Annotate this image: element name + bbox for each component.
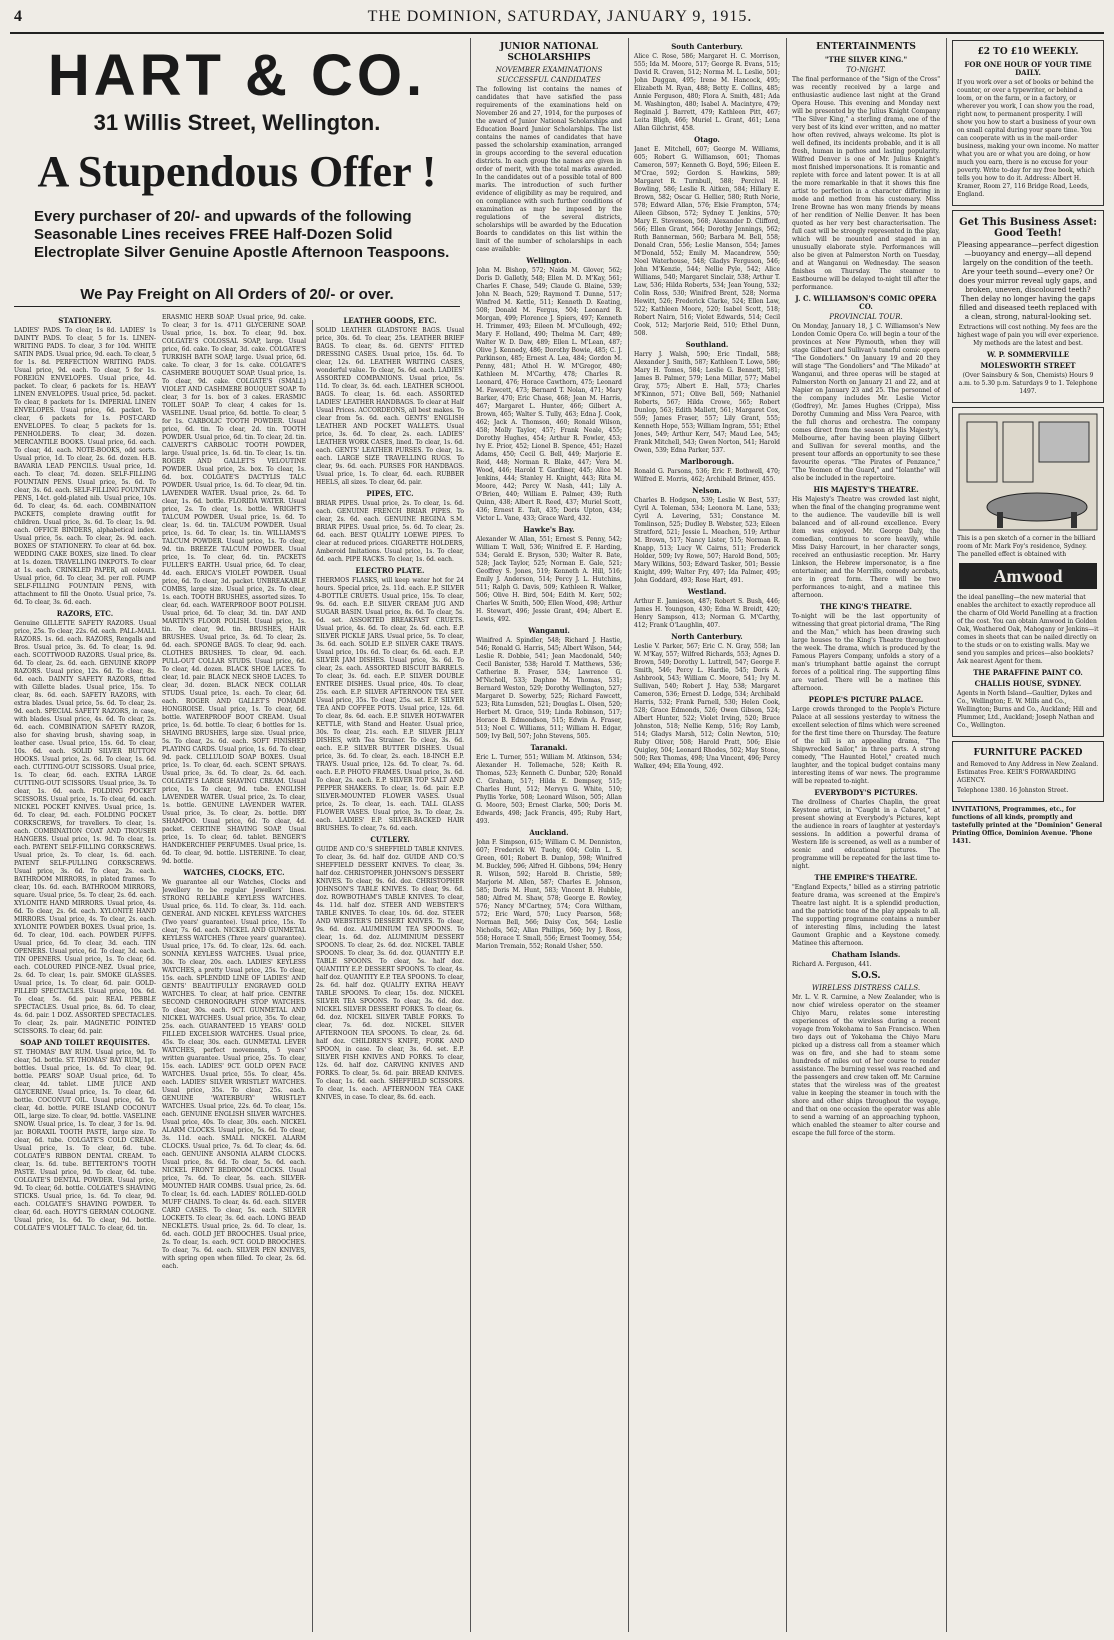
dentist-name: W. P. SOMMERVILLE xyxy=(986,350,1070,359)
entertainments-column xyxy=(792,40,940,1630)
furniture-ad-title: FURNITURE PACKED xyxy=(973,748,1083,758)
district-heading: Westland. xyxy=(687,587,727,596)
electro-list: THERMOS FLASKS, will keep water hot for 24 hours. Special price, 2s. 11d. each. E.P. SILVER 4-BOTTLE CRUETS. Usual price, 15s. To clear, 9s. 6d. each. E.P. SILVER CREAM JUG AND SUGAR BASIN. Usual price, 8s. 6d. To clear, 5s. 6d. set. ASSORTED BREAKFAST CRUETS. Usual price, 4s. 6d. To clear, 2s. 6d. each. E.P. SILVER PICKLE JARS. Usual price, 5s. To clear, 3s. 6d. each. SOLID E.P. SILVER CAKE TRAYS. Usual price, 10s. 6d. To clear, 6s. 6d. each. E.P. SILVER JAM DISHES. Usual price, 3s. 6d. To clear, 2s. each. ASSORTED BISCUIT BARRELS. To clear, 3s. 6d. each. E.P. SILVER DOUBLE ENTREE DISHES. Usual price, 40s. To clear, 25s. each. E.P. SILVER AFTERNOON TEA SET. Usual price, 35s. To clear, 25s. set. E.P. SILVER TEA AND COFFEE POTS. Usual price, 12s. 6d. To clear, 8s. 6d. each. E.P. SILVER HOT-WATER KETTLE, with Stand and Heater. Usual price, 30s. To clear, 21s. each. E.P. SILVER JELLY DISHES, with Tea Strainer. To clear, 3s. 6d. each. E.P. SILVER BUTTER DISHES. Usual price, 3s. 6d. To clear, 2s. each. 18-INCH E.P. TRAYS. Usual price, 12s. 6d. To clear, 7s. 6d. each. E.P. PHOTO FRAMES. Usual price, 3s. 6d. To clear, 2s. each. E.P. SILVER TOP SALT AND PEPPER SHAKERS. To clear, 1s. 6d. pair. E.P. SILVER-MOUNTED FLOWER VASES. Usual price, 2s. To clear, 1s. each. TALL GLASS FLOWER VASES. Usual price, 3s. To clear, 2s. each. LADIES' E.P. SILVER-BACKED HAIR BRUSHES. To clear, 7s. 6d. each. xyxy=(316,577,464,832)
district-list: Harry J. Walsh, 590; Eric Tindall, 588; Alexander J. Smith, 587; Kathleen T. Lowe, 586; Mary H. Tomes, 584; Leslie G. Bennett, 581; James B. Palmer, 579; Lena Millar, 577; Mabel Gray, 575; Albert E. Hall, 573; Charles M'Kinnon, 571; Olive Bell, 569; Nathaniel Roberts, 567; Hilda Crowe, 565; Robert Dunlop, 563; Edith Mallett, 561; Margaret Cox, 559; James Fraser, 557; Lily Grant, 555; Kenneth Hope, 553; William Ingram, 551; Ethel Jones, 549; Arthur Kerr, 547; Maud Lee, 545; Frank Mitchell, 543; Gwen Norton, 541; Harold Owen, 539; Edna Parker, 537. xyxy=(634,351,780,454)
district-list: Arthur E. Jamieson, 487; Robert S. Bush, 446; James H. Youngson, 430; Edna W. Breidt, 420; Henry Sampson, 413; Norman G. M'Carthy, 412; Frank O'Laughlin, 407. xyxy=(634,598,780,629)
article-body: On Monday, January 18, J. C. Williamson's New London Comic Opera Co. will begin a tour of the provinces at New Plymouth, when they will stage Gilbert and Sullivan's tuneful comic opera "The Gondoliers." On January 19 and 20 they will stage "The Gondoliers" and "The Mikado" at Wanganui, and three operas will be staged at Palmerston North on January 21 and 22, and at Napier on January 23 and 25. The personnel of the company includes Mr. Leslie Victor (Godfrey), Mr. James Hughes (Crippa), Miss Dorothy Cumming and Miss Vera Pearce, with the full chorus and orchestra. The company comes direct from the season at His Majesty's, Melbourne, after having been playing Gilbert and Sullivan for several months, and the present tour affords an opportunity to see these favourite operas. "The Pirates of Penzance," "The Yeomen of the Guard," and "Iolanthe" will also be included in the repertoire. xyxy=(792,323,940,482)
amwood-company-address: CHALLIS HOUSE, SYDNEY. xyxy=(974,679,1082,688)
dentist-ad xyxy=(952,210,1104,403)
hart-advertisement xyxy=(14,38,460,303)
cutlery-heading: CUTLERY. xyxy=(370,835,410,844)
furniture-ad-text: and Removed to Any Address in New Zealand. Estimates Free. KEIR'S FORWARDING AGENCY. xyxy=(957,761,1099,784)
pipes-list: BRIAR PIPES. Usual price, 2s. To clear, 1s. 6d. each. GENUINE FRENCH BRIAR PIPES. To clear, 2s. 6d. each. GENUINE REGINA S.M. BRIAR PIPES. Usual price, 5s. 6d. To clear, 2s. 6d. each. BEST QUALITY LOEWE PIPES. To clear at reduced prices. CIGARETTE HOLDERS, Amberoid Imitations. Usual price, 1s. To clear, 6d. each. PIPE RACKS. To clear, 1s. 6d. each. xyxy=(316,500,464,563)
district-list: Richard A. Ferguson, 441. xyxy=(792,961,872,968)
article-heading: PEOPLE'S PICTURE PALACE. xyxy=(808,695,924,704)
amwood-ad xyxy=(952,407,1104,737)
article-heading: "THE SILVER KING." xyxy=(824,55,908,64)
sos-body: Mr. L. V. R. Carmine, a New Zealander, who is now chief wireless operator on the steamer Chiyo Maru, relates some interesting experiences of the wireless during a recent voyage from Yokohama to San Francisco. When two days out of Yokohama the Chiyo Maru picked up a distress call from a steamer which was on fire, and she had to steam some hundreds of miles out of her course to render assistance. The burning vessel was reached and the passengers and crew taken off. Mr. Carmine states that the wireless was of the greatest value in keeping the steamer in touch with the shore and other ships throughout the voyage, and that on one occasion the operator was able to send a warning of an approaching typhoon, which enabled the steamer to alter course and escape the full force of the storm. xyxy=(792,994,940,1137)
hart-ad-headline: A Stupendous Offer ! xyxy=(37,147,437,196)
district-list: Ronald G. Parsons, 536; Eric F. Bothwell, 470; Wilfred E. Morris, 462; Archibald Brimer, 455. xyxy=(634,468,780,483)
district-heading: Hawke's Bay. xyxy=(523,525,575,534)
results-column xyxy=(634,40,780,1630)
district-heading: Wellington. xyxy=(526,256,572,265)
hart-ad-address: 31 Willis Street, Wellington. xyxy=(93,110,381,135)
sos-heading: S.O.S. xyxy=(851,971,881,981)
dentist-hours: (Over Sainsbury & Son, Chemists) Hours 9 a.m. to 5.30 p.m. Saturdays 9 to 1. Telephone 1497. xyxy=(958,372,1098,395)
dentist-ad-title: Get This Business Asset: Good Teeth! xyxy=(959,217,1097,239)
article-body: His Majesty's Theatre was crowded last night, when the final of the changing programme went to the audience. The vaudeville bill is well balanced and of all-round excellence. Every item was enjoyed. Mr. George Daly, the comedian, continues to score heavily, while Miss Daisy Harcourt, in her character songs, received an enthusiastic reception. Mr. Harry Linkson, the Hebrew impersonator, is a fine entertainer, and the Merrills, comedy acrobats, are in great form. There will be two performances to-night, and a matinee this afternoon. xyxy=(792,496,940,599)
invitations-ad: INVITATIONS, Programmes, etc., for functions of all kinds, promptly and tastefully printed at the "Dominion" General Printing Office, Dominion Avenue. 'Phone 1431. xyxy=(952,806,1102,845)
electro-heading: ELECTRO PLATE. xyxy=(355,566,425,575)
leather-heading: LEATHER GOODS, ETC. xyxy=(343,316,437,325)
loan-ad-title: £2 TO £10 WEEKLY. xyxy=(977,47,1079,57)
district-list: Eric L. Turner, 551; William M. Atkinson, 534; Alexander H. Tollemache, 528; Keith R. Thomas, 523; Kenneth C. Dunbar, 520; Ronald C. Graham, 517; Hilda E. Dempsey, 515; Charles Hunt, 512; Mervyn G. White, 510; Phyllis Yorke, 508; Leonard Wilson, 505; Allan G. Moore, 503; Ernest Clarke, 500; Doris M. Edwards, 498; Jack Francis, 495; Ruby Hart, 493. xyxy=(476,754,622,825)
sos-subheading: WIRELESS DISTRESS CALLS. xyxy=(811,984,921,992)
razors-heading: RAZORS, ETC. xyxy=(56,609,114,618)
ad-rule xyxy=(14,306,460,307)
article-body: The final performance of the "Sign of the Cross" was recently received by a large and enthusiastic audience last night at the Grand Opera House. This evening and Monday next will be presented by the Julius Knight Company "The Silver King," a sterling drama, one of the very best of its kind ever written, and no matter how often revived, always welcome. Its plot is well defined, its incidents probable, and it is all fresh, human in pathos and lasting popularity. Wilfred Denver is one of Mr. Julius Knight's most finished impersonations. It is romantic and replete with force and latent power. It is at all the more remarkable in that it shows this fine artist to perfection in a character differing in mode and method from his customary. Miss Irene Browne has won many friends by means of her rendition of Nellie Denver. It has been quoted as her very best characterisation. The full cast will be strongly represented in the play, which will be mounted and staged in an unusually elaborate style. Performances will also be given at Palmerston North on Tuesday, and at Wanganui on Wednesday. The season finishes on Thursday. The steamer to Eastbourne will be delayed to-night till after the performance. xyxy=(792,76,940,291)
scholarships-column xyxy=(476,40,622,1630)
svg-text:Amwood: Amwood xyxy=(993,566,1063,586)
amwood-company: THE PARAFFINE PAINT CO. xyxy=(973,668,1083,677)
watches-heading: WATCHES, CLOCKS, ETC. xyxy=(183,868,285,877)
district-heading: South Canterbury. xyxy=(671,42,743,51)
razors-list: Genuine GILLETTE SAFETY RAZORS. Usual price, 25s. To clear, 22s. 6d. each. PALL-MALL RAZORS. 1s. 6d. each. RAZORS, Rengalls and Bros. Usual price, 3s. 6d. To clear, 1s. 9d. each. SCOTTWOOD RAZORS. Usual price, 8s. 6d. To clear, 2s. 6d. each. GENUINE KROPP RAZORS. Usual price, 12s. 6d. To clear, 8s. 6d. each. DAINTY SAFETY RAZORS, fitted with Gillette blades. Usual price, 15s. To clear, 8s. 6d. each. SAFETY RAZORS, with extra blades. Usual price, 5s. 6d. To clear, 2s. 9d. each. SPECIAL SAFETY RAZORS, in case, with blades. Usual price, 4s. 6d. To clear, 2s. 6d. each. COMBINATION SAFETY RAZOR, also for shaving brush, shaving soap, in leather case. Usual price, 15s. 6d. To clear, 10s. 6d. each. SOLID SILVER BUTTON HOOKS. Usual price, 2s. 6d. To clear, 1s. 6d. each. CUTTING-OUT SCISSORS. Usual price, 1s. To clear, 6d. each. EXTRA LARGE CUTTING-OUT SCISSORS. Usual price, 3s. To clear, 1s. 6d. each. FOLDING POCKET SCISSORS. Usual price, 1s. To clear, 6d. each. NICKEL POCKET KNIVES. Usual price, 1s. 6d. To clear, 9d. each. FOLDING POCKET CORKSCREWS, for travellers. To clear, 1s. each. COMBINATION COAT AND TROUSER HANGERS. Usual price, 1s. 9d. To clear, 1s. each. PATENT SELF-FILLING CORKSCREWS. Usual price, 2s. To clear, 1s. 6d. each. PATENT SELF-PULLING CORKSCREWS. Usual price, 3s. 6d. To clear, 2s. each. BATHROOM MIRRORS, in plated frames. To clear, 10s. 6d. each. BATHROOM MIRRORS, square. Usual price, 5s. To clear, 2s. 6d. each. XYLONITE HAND MIRRORS. Usual price, 4s. 6d. To clear, 2s. 6d. each. XYLONITE HAND MIRRORS. Usual price, 4s. To clear, 2s. each. XYLONITE POWDER BOXES. Usual price, 1s. 6d. To clear, 10d. each. POWDER PUFFS. Usual price, 6d. To clear, 3d. each. TIN OPENERS. Usual price, 6d. To clear, 3d. each. TIN OPENERS. Usual price, 1s. To clear, 6d. each. COLOURED PINCE-NEZ. Usual price, 2s. 6d. To clear, 1s. pair. SMOKE GLASSES. Usual price, 1s. To clear, 6d. pair. GOLD-FILLED SPECTACLES. Usual price, 10s. 6d. To clear, 5s. 6d. pair. REAL PEBBLE SPECTACLES. Usual price, 8s. 6d. To clear, 4s. 6d. pair. 1 DOZ. ASSORTED SPECTACLES. To clear, 2s. pair. MAGNETIC POINTED SCISSORS. To clear, 6d. pair. xyxy=(14,620,156,1035)
district-heading: North Canterbury. xyxy=(671,632,743,641)
loan-ad-text: If you work over a set of books or behind the counter, or over a typewriter, or behind a loom, or on the farm, or in a factory, or wherever you work, I can show you the road, right now, to permanent prosperity. I will show you how to start a business of your own on small capital during your spare time. You can cooperate with us in the mail-order business, making your own income. No matter what you are or what you are doing, or how much you earn, there is no excuse for your poverty. Write to-day for my free book, which tells you how to do it. Address: Albert H. Kramer, Room 27, 116 Bridge Road, Leeds, England. xyxy=(957,79,1099,198)
scholarships-intro: The following list contains the names of candidates that have satisfied the pass requirements of the examinations held on November 26 and 27, 1914, for the purposes of the award of Junior National Scholarships and Education Board Junior Scholarships. The list contains the names of candidates that have passed the scholarship examination, arranged in groups according to the several education districts. In each group the names are given in order of merit, with the total marks awarded. In the candidates out of a possible total of 800 marks. The introduction of such further evidence of eligibility as may be required, and on compliance with such further conditions of examination as may be imposed by the regulations of the several districts, scholarships will be awarded by the Education Boards to candidates on this list within the limit of the number of scholarships in each case available: xyxy=(476,86,622,253)
masthead-rule xyxy=(10,32,1104,34)
stationery-heading: STATIONERY. xyxy=(58,316,112,325)
column-divider xyxy=(628,38,629,1632)
district-list: Charles B. Hodgson, 539; Leslie W. Best, 537; Cyril A. Toleman, 534; Leonora M. Lane, 533; Cyril A. Levering, 531; Constance M. Tomlinson, 525; Dudley B. Webster, 523; Eileen Stratford, 521; Jessie L. Meachen, 519; Arthur M. Brown, 517; Nancy Lister, 515; Norman R. Knapp, 513; Lucy W. Cairns, 511; Frederick Holder, 509; Ivy Rowe, 507; Harold Bond, 505; Mary Wilkins, 503; Edward Tasker, 501; Bessie Knight, 499; Walter Fry, 497; Ida Palmer, 495; John Goddard, 493; Rose Hart, 491. xyxy=(634,497,780,584)
district-list: Winifred A. Spindler, 548; Richard J. Hastie, 546; Ronald G. Harris, 545; Albert Wilson, 544; Leslie R. Dobbie, 541; Jean Macdonald, 540; Cecil Banister, 538; Harold T. Matthews, 536; Catherine B. Fraser, 534; Lawrence G. M'Nicholl, 533; Daphne M. Thomas, 531; Bernard Weston, 529; Dorothy Wellington, 527; Margaret D. Sowerby, 525; Richard Fawcett, 523; Rita Lumsden, 521; Douglas L. Olsen, 520; Herbert M. Grace, 519; Linda Robinson, 517; Horace B. Edmondson, 515; Edwin A. Fraser, 513; Noel C. Williams, 511; William H. Edgar, 509; Ivy Bell, 507; John Stevens, 505. xyxy=(476,637,622,740)
masthead xyxy=(0,8,1114,30)
article-subheading: TO-NIGHT. xyxy=(846,66,886,74)
furniture-ad-phone: Telephone 1380. 16 Johnston Street. xyxy=(957,787,1069,794)
leather-list: SOLID LEATHER GLADSTONE BAGS. Usual price, 30s. 6d. To clear, 25s. LEATHER BRIEF BAGS. To clear, 8s. 6d. GENTS' FITTED DRESSING CASES. Usual price, 15s. 6d. To clear, 12s. 6d. LEATHER WRITING CASES, wonderful value. To clear, 5s. 6d. each. LADIES' ASSORTED COMPANIONS. Usual price, 5s. 11d. To clear, 3s. 6d. each. LEATHER SCHOOL BAGS. To clear, 1s. 6d. each. ASSORTED LADIES' LEATHER HANDBAGS. To clear at Half Usual Prices. ACCORDEONS, all best makes. To clear from 5s. 6d. each. GENTS' ENGLISH LEATHER AND POCKET WALLETS. Usual price, 3s. 6d. To clear, 2s. each. LADIES' LEATHER WORK CASES, lined. To clear, 1s. 6d. each. GENTS' LEATHER PURSES. To clear, 1s. each. LARGE SIZE TRAVELLING RUGS. To clear, 9s. 6d. each. PURSES FOR HANDBAGS. Usual price, 1s. To clear, 6d. each. RUBBER HEELS, all sizes. To clear, 6d. pair. xyxy=(316,327,464,486)
district-list: Janet E. Mitchell, 607; George M. Williams, 605; Robert G. Williamson, 601; Thomas Cameron, 597; Kenneth G. Boyd, 596; Eileen E. M'Crae, 592; Gordon S. Hawkins, 589; Margaret R. Turnbull, 588; Percival H. Bowling, 586; Leslie R. Aitken, 584; Hillary E. Brown, 582; Oscar G. Hellier, 580; Ruth Norie, 578; Edward Allan, 576; Elsie Frampton, 574; Aileen Gibson, 572; Sydney T. Jenkins, 570; Mary E. Stevenson, 568; Alexander D. Clifford, 566; Ellen Grant, 564; Dorothy Jennings, 562; Ruth Bannerman, 560; Barbara M. Bell, 558; Donald Cran, 556; Leslie Manson, 554; James M'Donald, 552; Emily M. Macandrew, 550; Noel Waterhouse, 548; Gladys Ferguson, 546; John M'Kenzie, 544; Nellie Pyle, 542; Alice Williams, 540; Margaret Sinclair, 538; Arthur T. Law, 536; Hilda Roberts, 534; Jean Young, 532; Colin Ross, 530; Winifred Brent, 528; Norma Hewitt, 526; Frederick Clarke, 524; Ellen Law, 522; Kathleen Moore, 520; Isabel Scott, 518; Robert Nairn, 516; Violet Edwards, 514; Cecil Cook, 512; Marjorie Reid, 510; Ethel Dunn, 508. xyxy=(634,146,780,337)
hart-ad-freight: We Pay Freight on All Orders of 20/- or over. xyxy=(80,286,394,303)
loan-ad xyxy=(952,40,1104,206)
soap-list: ST. THOMAS' BAY RUM. Usual price, 9d. To clear, 5d. bottle. ST. THOMAS' BAY RUM, 1pt. bottles. Usual price, 1s. 6d. To clear, 9d. bottle. PEARS' SOAP. Usual price, 6d. To clear, 4d. tablet. LIME JUICE AND GLYCERINE. Usual price, 1s. To clear, 6d. bottle. COCONUT OIL. Usual price, 6d. To clear, 4d. bottle. PURE ISLAND COCONUT OIL, large size. To clear, 9d. bottle. VASELINE SNOW. Usual price, 1s. To clear, 3 for 1s. 9d. jar. BORAXIL TOOTH PASTE, large size. To clear, 6d. tube. COLGATE'S COLD CREAM. Usual price, 1s. To clear, 6d. tube. COLGATE'S RIBBON DENTAL CREAM. To clear, 1s. 6d. tube. BETTERTON'S TOOTH PASTE. Usual price, 9d. To clear, 6d. tube. COLGATE'S DENTAL POWDER. Usual price, 9d. To clear, 6d. bottle. COLGATE'S SHAVING STICKS. Usual price, 1s. 6d. To clear, 9d. each. COLGATE'S SHAVING POWDER. To clear, 6d. each. HOYT'S GERMAN COLOGNE. Usual price, 1s. 6d. To clear, 9d. bottle. COLGATE'S VIOLET TALC. To clear, 6d. tin. xyxy=(14,1049,156,1232)
amwood-caption: This is a pen sketch of a corner in the billiard room of Mr. Mark Foy's residence, Sydney. The panelled effect is obtained with xyxy=(957,535,1096,558)
district-list: Leslie V. Parker, 567; Eric C. N. Gray, 558; Ian W. M'Kay, 557; Wilfred Richards, 553; Agnes D. Brown, 549; Dorothy L. Luttrell, 547; George F. Smith, 546; Percy L. Hardie, 545; Doris A. Ashbrook, 543; William C. Moore, 541; Ivy M. Sullivan, 540; Robert J. Hay, 538; Margaret Cameron, 536; Ernest D. Lodge, 534; Archibald Harris, 532; Frank Parnell, 530; Helen Cook, 528; Grace Edmonds, 526; Owen Gibson, 524; Albert Hunter, 522; Violet Irving, 520; Bruce Johnston, 518; Nellie Kemp, 516; Roy Lamb, 514; Gladys Marsh, 512; Colin Newton, 510; Ruby Oliver, 508; Harold Pratt, 506; Elsie Quigley, 504; Leonard Rhodes, 502; May Stone, 500; Rex Thomas, 498; Una Vincent, 496; Percy Walker, 494; Ella Young, 492. xyxy=(634,643,780,770)
amwood-logo xyxy=(957,561,1099,591)
scholarships-subtitle: NOVEMBER EXAMINATIONS xyxy=(495,66,603,74)
amwood-agents: Agents in North Island—Gaultier, Dykes and Co., Wellington; E. W. Mills and Co., Wellington; Burns and Co., Auckland; Hill and Plummer, Ltd., Auckland; Joseph Nathan and Co., Wellington. xyxy=(957,690,1098,729)
dentist-ad-small: Extractions will cost nothing. My fees are the highest wage of pain you will ever experience. My methods are the latest and best. xyxy=(957,324,1099,347)
column-divider xyxy=(786,38,787,1632)
district-list: John M. Bishop, 572; Naida M. Glover, 562; Doris D. Galletly, 548; Ellen M. D. M'Kay, 561; Charles F. Chase, 549; Claude G. Blaine, 539; John N. Beach, 529; Raymond T. Dunne, 517; Winfred M. Kettle, 511; Kenneth D. Keating, 508; Donald M. Fergus, 504; Leonard R. Morgan, 499; Florence J. Spiers, 497; Kenneth H. Trimmer, 493; Eileen M. M'Cullough, 492; Mary F. Holland, 490; Thelma M. Carr, 489; Walter W. D. Daw, 489; Ellen L. M'Lean, 487; Olive J. Kennedy, 486; Dorothy Bowie, 485; C. J. Parkinson, 485; Ernest A. Lea, 484; Gordon M. Penny, 481; Athol H. W. M'Gregor, 480; Kathleen M. M'Carthy, 478; Charles R. Leonard, 476; Horace Cawthorn, 475; Leonard M. Fawcett, 473; Bernard T. Nolan, 471; Mary Barker, 470; Eric Chase, 468; Jean M. Harris, 467; Margaret L. Hunter, 466; Gilbert A. Brown, 465; Walter S. Tully, 463; Edna J. Cook, 462; Jack A. Thomson, 460; Ronald Wilson, 458; Molly Taylor, 457; Frank Neale, 455; Dorothy Hughes, 454; Arthur R. Fowler, 453; Ivy E. Prior, 452; Lionel B. Spence, 451; Hazel Adams, 450; Cecil G. Bell, 449; Marjorie E. Reid, 448; Norman R. Blake, 447; Vera M. Wood, 446; Harold T. Gardiner, 445; Alice M. Jenkins, 444; Stanley H. Knight, 443; Rita M. Moore, 442; Percy W. Nash, 441; Lily A. O'Brien, 440; William E. Palmer, 439; Ruth Quinn, 438; Albert R. Reed, 437; Muriel Scott, 436; Ernest E. Tait, 435; Doris Upton, 434; Victor L. Vane, 433; Grace Ward, 432. xyxy=(476,267,622,522)
watches-list: We guarantee all our Watches, Clocks and Jewellery to be regular Jewellers' lines. STRONG RELIABLE KEYLESS WATCHES. Usual price, 6s. 11d. To clear, 3s. 11d. each. GENERAL AND NICKEL KEYLESS WATCHES (Two years' guarantee). Usual price, 15s. To clear, 7s. 6d. each. NICKEL AND GUNMETAL KEYLESS WATCHES (Three years' guarantee). Usual price, 17s. 6d. To clear, 12s. 6d. each. SONNIA KEYLESS WATCHES. Usual price, 30s. To clear, 20s. each. LADIES' KEYLESS WATCHES, a pretty Usual price, 25s. To clear, 15s. each. SPLENDID LINE OF LADIES' AND GENTS' BEAUTIFULLY ENGRAVED GOLD WATCHES. To clear, at half price. CENTRE SECOND CHRONOGRAPH STOP WATCHES. To clear, 30s. each. 9CT. GUNMETAL AND NICKEL WATCHES. Usual price, 35s. To clear, 25s. each. GUARANTEED 15 YEARS' GOLD FILLED EXCELSIOR WATCHES. Usual price, 45s. To clear, 30s. each. GUNMETAL LEVER WATCHES, perfect movements, 5 years' written guarantee. Usual price, 25s. To clear, 15s. each. LADIES' 9CT. GOLD OPEN FACE WATCHES. Usual price, 55s. To clear, 45s. each. LADIES' SILVER WRISTLET WATCHES. Usual price, 35s. To clear, 25s. each. GENUINE 'WATERBURY' WRISTLET WATCHES. Usual price, 22s. 6d. To clear, 15s. each. GENUINE ENGLISH SILVER WATCHES. Usual price, 40s. To clear, 30s. each. NICKEL ALARM CLOCKS. Usual price, 5s. 6d. To clear, 3s. 11d. each. SMALL NICKEL ALARM CLOCKS. Usual price, 7s. 6d. To clear, 4s. 6d. each. GENUINE ANSONIA ALARM CLOCKS. Usual price, 8s. 6d. To clear, 5s. 6d. each. NICKEL FRONT BEDROOM CLOCKS. Usual price, 7s. 6d. To clear, 5s. each. SILVER-MOUNTED HAIR COMBS. Usual price, 2s. 6d. To clear, 1s. 6d. each. LADIES' ROLLED-GOLD MUFF CHAINS. To clear, 4s. 6d. each. SILVER CARD CASES. To clear, 5s. each. SILVER LOCKETS. To clear, 3s. 6d. each. LONG BEAD NECKLETS. Usual price, 2s. 6d. To clear, 1s. 6d. each. GOLD JET BROOCHES. Usual price, 2s. To clear, 1s. each. 9CT. GOLD BROOCHES. To clear, 7s. 6d. each. SILVER PEN KNIVES, with spring open when filled. To clear, 2s. 6d. each. xyxy=(162,879,306,1270)
pipes-heading: PIPES, ETC. xyxy=(366,489,414,498)
billiard-room-illustration xyxy=(957,412,1099,532)
page-number: 4 xyxy=(14,8,22,25)
district-list: Alice C. Rose, 586; Margaret H. C. Morrison, 555; Ida M. Moore, 517; George R. Evans, 515; David R. Craven, 512; Norma M. L. Leslie, 501; John Duggan, 495; Irene M. Hancock, 495; Elizabeth M. Ryan, 488; Betty E. Collins, 485; Annie Ferguson, 480; Flora A. Smith, 481; Ada M. Washington, 480; Isabel A. Macintyre, 479; Reginald J. Barrett, 479; Kathleen Pitt, 467; Leita Bligh, 466; Muriel L. Grant, 461; Lena Allan Gilchrist, 458. xyxy=(634,53,780,132)
district-list: John F. Simpson, 615; William C. M. Denniston, 607; Frederick W. Tuohy, 604; Colin L. S. Green, 601; Robert B. Dunlop, 598; Winifred M. Buckley, 596; Alfred H. Gibbons, 594; Henry R. Wilson, 592; Harold B. Christie, 589; Marjorie M. Allen, 587; Charles E. Johnson, 585; Doris M. Hunt, 583; Vincent B. Hubble, 580; Alfred M. Shaw, 578; George E. Rowley, 576; Nancy M'Cartney, 574; Cora Wiltham, 572; Eric Ward, 570; Lucy Pearson, 568; Norman Bell, 566; Daisy Cox, 564; Leslie Nicholls, 562; Allan Phillips, 560; Ivy J. Ross, 558; Horace T. Small, 556; Ernest Toomey, 554; Marion Tremain, 552; Ronald Usher, 550. xyxy=(476,839,622,950)
hart-ad-offer: Every purchaser of 20/- and upwards of the following Seasonable Lines receives FREE Half-Dozen Solid Electroplate Silver Genuine Apostle Afternoon Teaspoons. xyxy=(34,208,450,261)
article-body: The drollness of Charles Chaplin, the great Keystone artist, in "Caught in a Cabaret," at present showing at Everybody's Pictures, kept the audience in roars of laughter at yesterday's sessions. In addition a powerful drama of Western life is screened, as well as a number of scenic and educational pictures. The programme will be repeated for the last time to-night. xyxy=(792,799,940,870)
dentist-ad-text: Pleasing appearance—perfect digestion—buoyancy and energy—all depend largely on the condition of the teeth. Are your teeth sound—every one? Or does your mirror reveal ugly gaps, and broken, uneven, discoloured teeth? Then delay no longer having the gaps filled and diseased teeth replaced with a clean, strong, natural-looking set. xyxy=(957,241,1099,321)
toilet-list: ERASMIC HERB SOAP. Usual price, 9d. cake. To clear, 3 for 1s. 4711 GLYCERINE SOAP. Usual price, 1s. box. To clear, 9d. box. COLGATE'S COLOSSAL SOAP, large. Usual price, 6d. cake. To clear, 3d. cake. COLGATE'S TURKISH BATH SOAP, large. Usual price, 6d. cake. To clear, 3 for 1s. cake. COLGATE'S CASHMERE BOUQUET SOAP. Usual price, 1s. To clear, 9d. cake. COLGATE'S (SMALL) VIOLET AND CASHMERE BOUQUET SOAP. To clear, 3 for 1s. box of 3 cakes. ERASMIC TOILET SOAP. To clear, 4 cakes for 1s. VASELINE. Usual price, 6d. bottle. To clear, 5 for 1s. CARBOLIC TOOTH POWDER. Usual price, 6d. tin. To clear, 2d. tin. TOOTH POWDER. Usual price, 6d. tin. To clear, 2d. tin. CALVERT'S CARBOLIC TOOTH POWDER, large. Usual price, 1s. 6d. tin. To clear, 1s. tin. ROGER AND GALLET'S VELOUTINE POWDER. Usual price, 2s. box. To clear, 1s. 6d. box. COLGATE'S DACTYLIS TALC POWDER. Usual price, 1s. 6d. To clear, 9d. tin. LAVENDER WATER. Usual price, 2s. 6d. To clear, 1s. 6d. bottle. FLORIDA WATER. Usual price, 2s. To clear, 1s. bottle. WRIGHT'S TALCUM POWDER. Usual price, 1s. 6d. To clear, 1s. 6d. tin. TALCUM POWDER. Usual price, 1s. 6d. To clear, 1s. tin. WILLIAMS'S TALCUM POWDER. Usual price, 1s. To clear, 9d. tin. BREEZE TALCUM POWDER. Usual price, 1s. To clear, 6d. tin. PACKETS FULLER'S EARTH. Usual price, 6d. To clear, 4d. each. ERICA'S VIOLET POWDER. Usual price, 6d. To clear, 3d. packet. UNBREAKABLE COMBS, large size. Usual price, 2s. To clear, 1s. each. TOOTH BRUSHES, assorted sizes. To clear, 6d. each. WATERPROOF BOOT POLISH. Usual price, 6d. To clear, 3d. tin. DAY AND MARTIN'S FLOOR POLISH. Usual price, 1s. tin. To clear, 9d. tin. BRUSHES, HAIR BRUSHES. Usual price, 3s. 6d. To clear, 2s. 6d. each. SPONGE BAGS. To clear, 9d. each. CLOTHES BRUSHES. To clear, 9d. each. PULL-OUT COLLAR STUDS. Usual price, 6d. To clear, 4d. dozen. BLACK SHOE LACES. To clear, 1d. pair. BLACK NECK SHOE LACES. To clear, 3d. dozen. BLACK NECK COLLAR STUDS. Usual price, 1s. each. To clear, 6d. each. ROGER AND GALLET'S POMADE HONGROISE. Usual price, 1s. To clear, 6d. bottle. WATERPROOF BOOT CREAM. Usual price, 1s. 6d. bottle. To clear, 6 bottles for 1s. SHAVING BRUSHES, large size. Usual price, 5s. To clear, 2s. 6d. each. SOFT FINISHED PLAYING CARDS. Usual price, 1s. 6d. To clear, 9d. pack. CELLULOID SOAP BOXES. Usual price, 1s. To clear, 6d. each. SCENT SPRAYS. Usual price, 3s. 6d. To clear, 2s. 6d. each. COLGATE'S LARGE SHAVING CREAM. Usual price, 1s. To clear, 9d. tube. ENGLISH LAVENDER WATER. Usual price, 2s. To clear, 1s. bottle. GENUINE LAVENDER WATER. Usual price, 3s. To clear, 2s. bottle. DRY SHAMPOO. Usual price, 6d. To clear, 4d. packet. CERTINE SHAVING SOAP. Usual price, 1s. To clear, 6d. tablet. BENGER'S HANDKERCHIEF PERFUMES. Usual price, 1s. 6d. To clear, 9d. bottle. LISTERINE. To clear, 9d. bottle. xyxy=(162,314,306,865)
furniture-ad xyxy=(952,741,1104,802)
article-heading: THE KING'S THEATRE. xyxy=(820,602,912,611)
amwood-text: the ideal panelling—the new material that enables the architect to exactly reproduce all the charm of Old World Panelling at a fraction of the cost. You can obtain Amwood in Golden Oak, Weathered Oak, Mahogany or Jenkins—it comes in sheets that can be nailed directly on to the studs or on to existing walls. May we send you samples and prices—also booklets? Ask nearest Agent for them. xyxy=(957,594,1099,665)
district-list: Alexander W. Allan, 551; Ernest S. Penny, 542; William T. Wall, 536; Winifred E. F. Harding, 534; Gerald E. Bryson, 530; Walter R. Bate, 528; Jack Taylor, 525; Norman E. Gale, 521; Geoffrey S. Jones, 519; Kenneth A. Hill, 516; Emily J. Anderson, 514; Percy J. L. Hutchins, 511; Ralph G. Davis, 509; Kathleen R. Walker, 506; Olive H. Bird, 504; Edith M. Kerr, 502; Charles W. Smith, 500; Ellen Wood, 498; Arthur H. Stewart, 496; Jessie Grant, 494; Albert E. Lewis, 492. xyxy=(476,536,622,623)
article-body: To-night will be the last opportunity of witnessing that great pictorial drama, "The Ring and the Man," which has been drawing such large houses to the King's Theatre throughout the week. The drama, which is produced by the Famous Players Company, unfolds a story of a man's triumphant battle against the corrupt forces of a political ring. The supporting films are varied. There will be a matinee this afternoon. xyxy=(792,613,940,692)
hart-ad-title: HART & CO. xyxy=(47,43,427,108)
article-heading: THE EMPIRE'S THEATRE. xyxy=(814,873,918,882)
article-heading: J. C. WILLIAMSON'S COMIC OPERA CO. xyxy=(795,294,937,311)
loan-ad-subtitle: FOR ONE HOUR OF YOUR TIME DAILY. xyxy=(964,60,1092,77)
hart-column-2 xyxy=(162,314,306,1630)
article-body: Large crowds thronged to the People's Picture Palace at all sessions yesterday to witness the excellent selection of films which were screened for the first time there on Thursday. The feature of the bill is an appealing drama, "The Shipwrecked Sailor," in three parts. A strong comedy, "The Haunted Hotel," created much laughter, and the topical budget contains many interesting items of war news. The programme will be repeated to-night. xyxy=(792,706,940,785)
scholarships-title: JUNIOR NATIONAL SCHOLARSHIPS xyxy=(500,42,598,63)
article-heading: EVERYBODY'S PICTURES. xyxy=(814,788,918,797)
column-divider xyxy=(312,320,313,1632)
entertainments-title: ENTERTAINMENTS xyxy=(816,42,916,52)
column-divider xyxy=(470,38,471,1632)
article-body: "England Expects," billed as a stirring patriotic feature drama, was screened at the Empire's Theatre last night. It is a splendid production, and the patriotic tone of the play appeals to all. The supporting programme contains a number of interesting films, including the latest Gaumont Graphic and a Keystone comedy. Matinee this afternoon. xyxy=(792,884,940,947)
district-heading: Southland. xyxy=(685,340,729,349)
district-heading: Taranaki. xyxy=(530,743,568,752)
district-heading: Wanganui. xyxy=(528,626,570,635)
hart-column-3 xyxy=(316,314,464,1630)
cutlery-list: GUIDE AND CO.'S SHEFFIELD TABLE KNIVES. To clear, 3s. 6d. half doz. GUIDE AND CO.'S SHEFFIELD DESSERT KNIVES. To clear, 3s. half doz. CHRISTOPHER JOHNSON'S DESSERT KNIVES. To clear, 9s. 6d. doz. CHRISTOPHER JOHNSON'S TABLE KNIVES. To clear, 9s. 6d. doz. ROWBOTHAM'S TABLE KNIVES. To clear, 4s. 11d. half doz. STEER AND WEBSTER'S TABLE KNIVES. To clear, 10s. 6d. doz. STEER AND WEBSTER'S DESSERT KNIVES. To clear, 9s. 6d. doz. ALUMINIUM TEA SPOONS. To clear, 1s. 6d. doz. ALUMINIUM DESSERT SPOONS. To clear, 2s. 6d. doz. NICKEL TABLE SPOONS. To clear, 3s. 6d. doz. QUANTITY E.P. TABLE SPOONS. To clear, 5s. half doz. QUANTITY E.P. DESSERT SPOONS. To clear, 4s. half doz. QUANTITY E.P. TEA SPOONS. To clear, 2s. 6d. half doz. QUALITY EXTRA HEAVY TABLE SPOONS. To clear, 15s. doz. NICKEL SILVER TEA SPOONS. To clear, 3s. 6d. doz. NICKEL SILVER DESSERT FORKS. To clear, 6s. 6d. doz. NICKEL SILVER TABLE FORKS. To clear, 7s. 6d. doz. NICKEL SILVER AFTERNOON TEA SPOONS. To clear, 2s. 6d. half doz. CHILDREN'S KNIFE, FORK AND SPOON, in case. To clear, 3s. 6d. set. E.P. SILVER FISH KNIVES AND FORKS. To clear, 12s. 6d. half doz. CARVING KNIVES AND FORKS. To clear, 5s. 6d. pair. BREAD KNIVES. To clear, 1s. 6d. each. SHEFFIELD SCISSORS. To clear, 1s. each. AFTERNOON TEA CAKE KNIVES, in case. To clear, 8s. 6d. each. xyxy=(316,846,464,1101)
dentist-address: MOLESWORTH STREET xyxy=(980,361,1076,370)
ads-column xyxy=(952,40,1104,1630)
stationery-list: LADIES' PADS. To clear, 1s 8d. LADIES' 1s DAINTY PADS. To clear, 5 for 1s. LINEN-WRITING PADS. To clear, 3 for 10d. WHITE SATIN PADS. Usual price, 9d. each. To clear, 5 for 1s. 8d. PERFECTION WRITING PADS. Usual price, 9d. each. To clear, 5 for 1s. FOREIGN ENVELOPES. Usual price, 4d. packet. To clear, 6 packets for 1s. HEAVY LINEN ENVELOPES. Usual price, 5d. packet. To clear, 8 packets for 1s. IMPERIAL LINEN ENVELOPES. Usual price, 6d. packet. To clear, 6 packets for 1s. POST-CARD ENVELOPES. To clear, 5 packets for 1s. PENHOLDERS. To clear, 3d. dozen. MERCANTILE BOOKS. Usual price, 6d. each. To clear, 4d. each. NOTE-BOOKS, odd sorts. Usual price, 1d. To clear, 2s. 6d. dozen. H.B. BAVARIA LEAD PENCILS. Usual price, 1d. each. To clear, 7d. dozen. SELF-FILLING FOUNTAIN PENS. Usual price, 5s. 6d. To clear, 3s. 6d. each. SELF-FILLING FOUNTAIN PENS, 14ct. gold-plated nib. Usual price, 10s. 6d. To clear, 4s. 6d. each. COMBINATION PACKETS, complete drawing outfit for children. Usual price, 3s. 6d. To clear, 1s. 9d. each. OFFICE BINDERS, alphabetical index. Usual price, 5s. each. To clear, 2s. 9d. each. BOXES OF STATIONERY. To clear at 6d. box. WEDDING CAKE BOXES, size lined. To clear at 1s. dozen. TRAVELLING INKPOTS. To clear at 1s. each. CRINKLED PAPER, all colours. Usual price, 6d. To clear, 3d. per roll. PUMP SELF-FILLING FOUNTAIN PENS, with attachment to fill the Onoto. Usual price, 7s. 6d. To clear, 3s. 6d. each. xyxy=(14,327,156,606)
district-heading: Nelson. xyxy=(692,486,722,495)
article-heading: HIS MAJESTY'S THEATRE. xyxy=(813,485,919,494)
newspaper-title: THE DOMINION, SATURDAY, JANUARY 9, 1915. xyxy=(367,8,753,25)
district-heading: Auckland. xyxy=(529,828,569,837)
scholarships-sub2: SUCCESSFUL CANDIDATES xyxy=(497,76,601,84)
hart-column-1 xyxy=(14,314,156,1630)
district-heading: Chatham Islands. xyxy=(831,950,901,959)
district-heading: Marlborough. xyxy=(679,457,735,466)
article-subheading: PROVINCIAL TOUR. xyxy=(829,313,903,321)
district-heading: Otago. xyxy=(694,135,720,144)
soap-heading: SOAP AND TOILET REQUISITES. xyxy=(20,1038,150,1047)
column-divider xyxy=(946,38,947,1632)
